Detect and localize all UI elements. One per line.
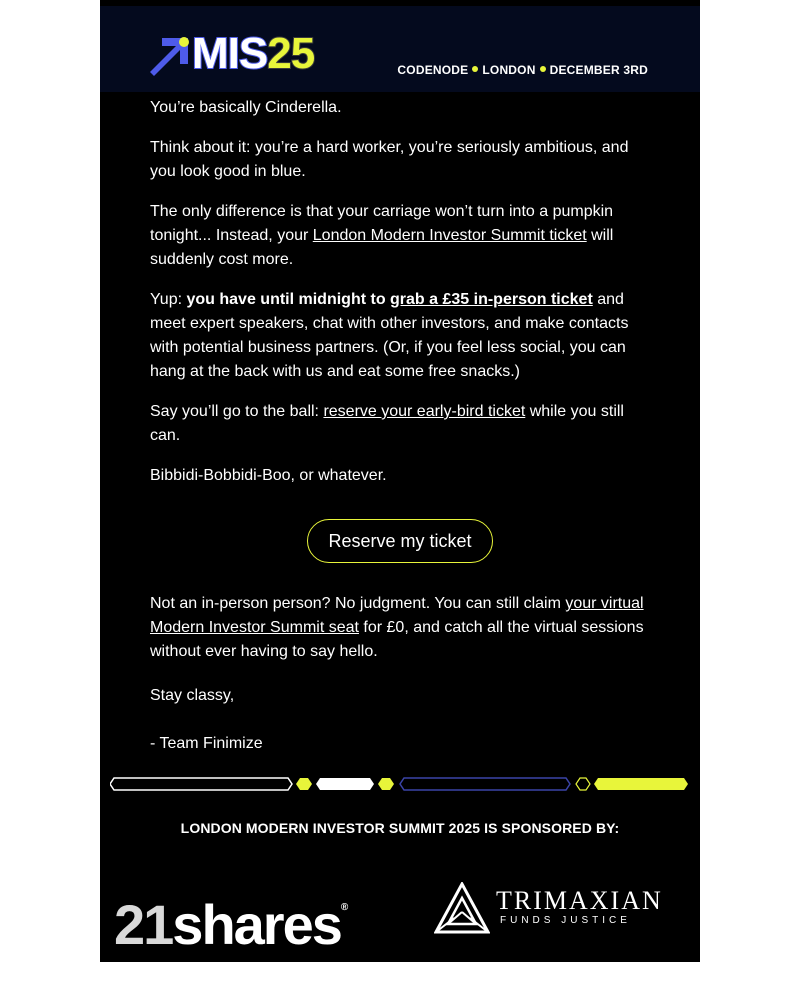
decorative-divider (110, 776, 690, 792)
trimaxian-triangle-icon (434, 882, 490, 934)
logo-text (192, 30, 314, 78)
paragraph-4 (150, 288, 650, 384)
early-bird-ticket-link[interactable]: reserve your early-bird ticket (323, 403, 526, 420)
paragraph-3 (150, 200, 650, 272)
dot-separator (540, 66, 546, 72)
paragraph-5 (150, 400, 650, 448)
in-person-ticket-link[interactable]: grab a £35 in-person ticket (390, 291, 593, 308)
email-content (150, 96, 650, 504)
trimaxian-name: TRIMAXIAN (496, 886, 663, 915)
event-date: DECEMBER 3RD (549, 63, 648, 77)
paragraph-6: Bibbidi-Bobbidi-Boo, or whatever. (150, 467, 387, 484)
signature: - Team Finimize (150, 735, 263, 752)
email-header (100, 6, 700, 92)
paragraph-7-text-end: for £0, and catch all the virtual sessions without ever having to say hello. (150, 619, 644, 660)
reserve-ticket-button[interactable]: Reserve my ticket (307, 519, 492, 563)
mis25-logo[interactable] (150, 30, 350, 80)
paragraph-5-text: Say you’ll go to the ball: (150, 403, 324, 420)
logo-letters: MIS (192, 29, 268, 78)
paragraph-3-text: The only difference is that your carriage won’t turn into a pumpkin tonight... Instead, your (150, 203, 614, 244)
sponsor-trimaxian-logo[interactable] (434, 882, 674, 934)
sponsor-21shares-logo[interactable] (114, 878, 348, 955)
email-body (100, 0, 700, 962)
logo-year: 25 (267, 29, 315, 78)
signoff: Stay classy, (150, 687, 235, 704)
sponsors-title: LONDON MODERN INVESTOR SUMMIT 2025 IS SPONSORED BY: (180, 820, 620, 836)
paragraph-5-text-end: while you still can. (150, 403, 624, 444)
logo-shares: shares (172, 893, 341, 956)
arrow-up-right-icon (150, 36, 190, 76)
logo-21: 21 (114, 893, 173, 956)
paragraph-3-text-end: will suddenly cost more. (150, 227, 614, 268)
event-venue: CODENODE (397, 63, 469, 77)
paragraph-4-text: Yup: (150, 291, 187, 308)
event-meta (397, 63, 648, 77)
paragraph-4-bold: you have until midnight to (186, 291, 391, 308)
paragraph-1: You’re basically Cinderella. (150, 99, 342, 116)
paragraph-7 (150, 592, 650, 664)
paragraph-7-text: Not an in-person person? No judgment. You can still claim (150, 595, 566, 612)
virtual-seat-link[interactable]: your virtual Modern Investor Summit seat (150, 595, 644, 636)
cta-container (100, 519, 700, 563)
dot-separator (472, 66, 478, 72)
paragraph-4-text-end: and meet expert speakers, chat with other investors, and make contacts with potential business partners. (Or, if you feel less social, you can hang at the back with us and eat some free snacks.) (150, 291, 629, 380)
event-city: LONDON (482, 63, 536, 77)
registered-mark: ® (340, 902, 349, 913)
summit-ticket-link[interactable]: London Modern Investor Summit ticket (312, 227, 587, 244)
email-content-lower (150, 592, 650, 756)
paragraph-2: Think about it: you’re a hard worker, you’re seriously ambitious, and you look good in blue. (150, 139, 629, 180)
trimaxian-subtitle: FUNDS JUSTICE (500, 915, 631, 926)
